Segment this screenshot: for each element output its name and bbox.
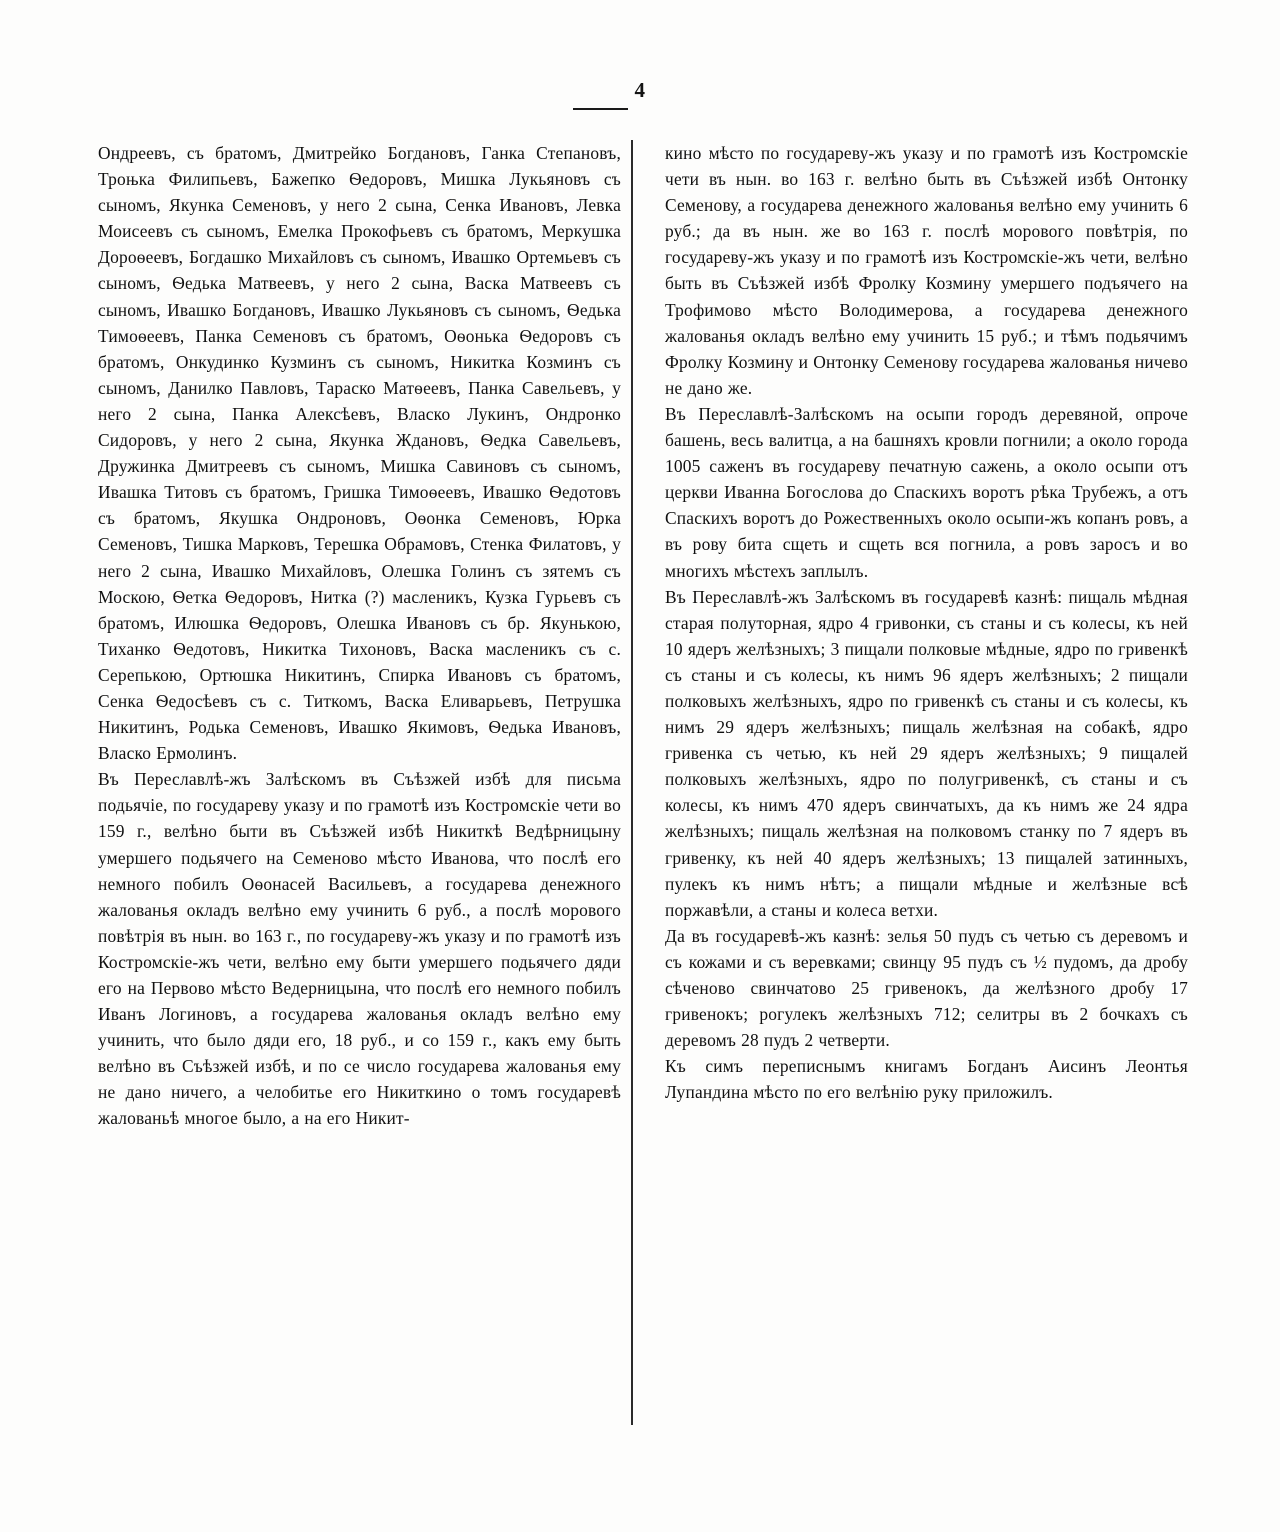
paragraph: Да въ государевѣ-жъ казнѣ: зелья 50 пудъ съ четью съ деревомъ и съ кожами и съ веревками; свинцу 95 пудъ съ ½ пудомъ, да дробу сѣченово свинчатово 25 гривенокъ, да желѣзного дробу 17 гривенокъ; рогулекъ желѣзныхъ 712; селитры въ 2 бочкахъ съ деревомъ 28 пудъ 2 четверти.: [665, 925, 1188, 1051]
paragraph: Въ Переславлѣ-жъ Залѣскомъ въ государевѣ казнѣ: пищаль мѣдная старая полуторная, ядро 4 гривонки, съ станы и съ колесы, къ ней 10 ядеръ желѣзныхъ; 3 пищали полковые мѣдные, ядро по гривенкѣ съ станы и съ колесы, къ нимъ 96 ядеръ желѣзныхъ; 2 пищали полковыхъ желѣзныхъ, ядро по гривенкѣ съ станы и съ колесы, къ нимъ 29 ядеръ желѣзныхъ; пищаль желѣзная на собакѣ, ядро гривенка съ четью, къ ней 29 ядеръ желѣзныхъ; 9 пищалей полковыхъ желѣзныхъ, ядро по полугривенкѣ, съ станы и съ колесы, къ нимъ 470 ядеръ свинчатыхъ, да къ нимъ же 24 ядра желѣзныхъ; пищаль желѣзная на полковомъ станку по 7 ядеръ въ гривенку, къ ней 40 ядеръ желѣзныхъ; 13 пищалей затинныхъ, пулекъ къ нимъ нѣтъ; а пищали мѣдные и желѣзные всѣ поржавѣли, а станы и колеса ветхи.: [665, 586, 1188, 920]
two-column-body: [98, 140, 1188, 1470]
right-column: [633, 140, 1188, 1470]
left-column: [98, 140, 631, 1470]
paragraph: Въ Переславлѣ-жъ Залѣскомъ въ Съѣзжей избѣ для письма подьячіе, по государеву указу и по грамотѣ изъ Костромскіе чети во 159 г., велѣно быти въ Съѣзжей избѣ Никиткѣ Ведѣрницыну умершего подьячего на Семеново мѣсто Иванова, что послѣ его немного побилъ Оѳонасей Васильевъ, а государева денежного жалованья окладъ велѣно ему учинить 6 руб., а послѣ морового повѣтрія въ нын. во 163 г., по государеву-жъ указу и по грамотѣ изъ Костромскіе-жъ чети, велѣно ему быти умершего подьячего дяди его на Первово мѣсто Ведерницына, что послѣ его немного побилъ Иванъ Логиновъ, а государева жалованья окладъ велѣно ему учинить, что было дяди его, 18 руб., и со 159 г., какъ ему быть велѣно въ Съѣзжей избѣ, и по се число государева жалованья ему не дано ничего, а челобитье его Никиткино о томъ государевѣ жалованьѣ многое было, а на его Никит-: [98, 769, 621, 1129]
paragraph: кино мѣсто по государеву-жъ указу и по грамотѣ изъ Костромскіе чети въ нын. во 163 г. велѣно быть въ Съѣзжей избѣ Онтонку Семенову, а государева денежного жалованья велѣно ему учинить 6 руб.; да въ нын. же во 163 г. послѣ морового повѣтрія, по государеву-жъ указу и по грамотѣ изъ Костромскіе-жъ чети, велѣно быть въ Съѣзжей избѣ Фролку Козмину умершего подъячего на Трофимово мѣсто Володимерова, а государева денежного жалованья окладъ велѣно ему учинить 15 руб.; и тѣмъ подьячимъ Фролку Козмину и Онтонку Семенову государева жалованья ничево не дано же.: [665, 143, 1188, 398]
paragraph: Къ симъ переписнымъ книгамъ Богданъ Аисинъ Леонтья Лупандина мѣсто по его велѣнію руку приложилъ.: [665, 1056, 1188, 1103]
paragraph: Въ Переславлѣ-Залѣскомъ на осыпи городъ деревяной, опроче башень, весь валитца, а на башняхъ кровли погнили; а около города 1005 саженъ въ государеву печатную сажень, а около осыпи отъ церкви Иванна Богослова до Спаскихъ воротъ рѣка Трубежъ, а отъ Спаскихъ воротъ до Рожественныхъ около осыпи-жъ копанъ ровъ, а въ рову бита сщеть и сщеть вся погнила, а ровъ заросъ и во многихъ мѣстехъ заплылъ.: [665, 403, 1188, 581]
paragraph: Ондреевъ, съ братомъ, Дмитрейко Богдановъ, Ганка Степановъ, Троњка Филипьевъ, Бажепко Ѳедоровъ, Мишка Лукьяновъ съ сыномъ, Якунка Семеновъ, у него 2 сына, Сенка Ивановъ, Левка Моисеевъ съ сыномъ, Емелка Прокофьевъ съ братомъ, Меркушка Дороѳеевъ, Богдашко Михайловъ съ сыномъ, Ивашко Ортемьевъ съ сыномъ, Ѳедька Матвеевъ, у него 2 сына, Васка Матвеевъ съ сыномъ, Ивашко Богдановъ, Ивашко Лукьяновъ съ сыномъ, Ѳедька Тимоѳеевъ, Панка Семеновъ съ братомъ, Оѳонька Ѳедоровъ съ братомъ, Онкудинко Кузминъ съ сыномъ, Никитка Козминъ съ сыномъ, Данилко Павловъ, Тараско Матѳеевъ, Панка Савельевъ, у него 2 сына, Панка Алексѣевъ, Власко Лукинъ, Ондронко Сидоровъ, у него 2 сына, Якунка Ждановъ, Ѳедка Савельевъ, Дружинка Дмитреевъ съ сыномъ, Мишка Савиновъ съ сыномъ, Ивашка Титовъ съ братомъ, Гришка Тимоѳеевъ, Ивашко Ѳедотовъ съ братомъ, Якушка Ондроновъ, Оѳонка Семеновъ, Юрка Семеновъ, Тишка Марковъ, Терешка Обрамовъ, Стенка Филатовъ, у него 2 сына, Ивашко Михайловъ, Олешка Голинъ съ зятемъ съ Москою, Ѳетка Ѳедоровъ, Нитка (?) масленикъ, Кузка Гурьевъ съ братомъ, Илюшка Ѳедоровъ, Олешка Ивановъ съ бр. Якунькою, Тиханко Ѳедотовъ, Никитка Тихоновъ, Васка масленикъ съ с. Серепькою, Ортюшка Никитинъ, Спирка Ивановъ съ братомъ, Сенка Ѳедосѣевъ съ с. Титкомъ, Васка Еливарьевъ, Петрушка Никитинъ, Родька Семеновъ, Ивашко Якимовъ, Ѳедька Ивановъ, Власко Ермолинъ.: [98, 143, 621, 764]
page-number: 4: [634, 78, 646, 102]
page-number-rule: [573, 108, 628, 110]
